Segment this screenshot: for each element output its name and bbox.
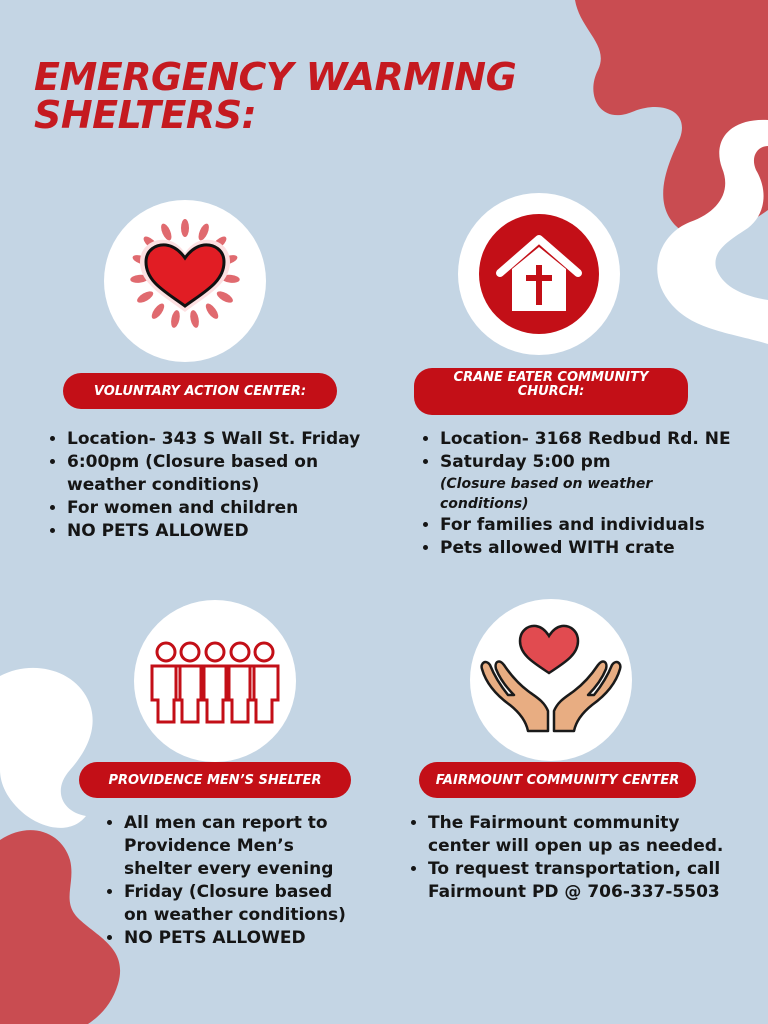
shelter-name-crane-eater-church	[414, 368, 688, 415]
shelter-name-label: PROVIDENCE MEN’S SHELTER	[108, 772, 322, 788]
providence-mens-details	[106, 812, 414, 950]
list-item: • NO PETS ALLOWED	[124, 927, 414, 950]
list-item: • Location- 343 S Wall St. Friday	[67, 428, 387, 451]
list-item: • Pets allowed WITH crate	[440, 537, 768, 560]
crane-eater-church-details	[422, 428, 768, 560]
heart-icon	[104, 200, 266, 362]
shelter-name-voluntary-action-center	[63, 373, 337, 409]
title-line-1: EMERGENCY WARMING	[34, 55, 517, 99]
people-icon	[134, 600, 296, 762]
list-item: • To request transportation, call Fairmount PD @ 706-337-5503	[428, 858, 768, 904]
list-item: • Friday (Closure based on weather conditions)	[124, 881, 414, 927]
list-item: • For families and individuals	[440, 514, 768, 537]
shelter-name-label: VOLUNTARY ACTION CENTER:	[93, 383, 307, 399]
voluntary-action-center-details	[49, 428, 387, 543]
heart-icon-circle	[104, 200, 266, 362]
shelter-name-line-1: CRANE EATER COMMUNITY	[453, 370, 649, 385]
white-swirl-left	[0, 668, 93, 828]
hands-heart-icon-circle	[470, 599, 632, 761]
shelter-name-line-2: CHURCH:	[517, 384, 585, 399]
people-icon-circle	[134, 600, 296, 762]
closure-note: (Closure based on weather conditions)	[440, 476, 653, 512]
list-item: • Saturday 5:00 pm (Closure based on weather conditions)	[440, 451, 768, 514]
list-item: • NO PETS ALLOWED	[67, 520, 387, 543]
shelter-name-providence-mens	[79, 762, 351, 798]
page-title	[34, 55, 517, 137]
title-line-2: SHELTERS:	[34, 93, 257, 137]
list-item: • For women and children	[67, 497, 387, 520]
church-icon	[458, 193, 620, 355]
list-item: • Location- 3168 Redbud Rd. NE	[440, 428, 768, 451]
church-icon-circle	[458, 193, 620, 355]
list-item: • The Fairmount community center will open up as needed.	[428, 812, 768, 858]
list-item: • 6:00pm (Closure based on weather conditions)	[67, 451, 387, 497]
shelter-name-label: FAIRMOUNT COMMUNITY CENTER	[435, 772, 680, 788]
shelter-name-fairmount	[419, 762, 696, 798]
list-item: • All men can report to Providence Men’s shelter every evening	[124, 812, 414, 881]
fairmount-details	[410, 812, 768, 904]
hands-heart-icon	[470, 599, 632, 761]
red-blob-bottom-left	[0, 830, 120, 1024]
